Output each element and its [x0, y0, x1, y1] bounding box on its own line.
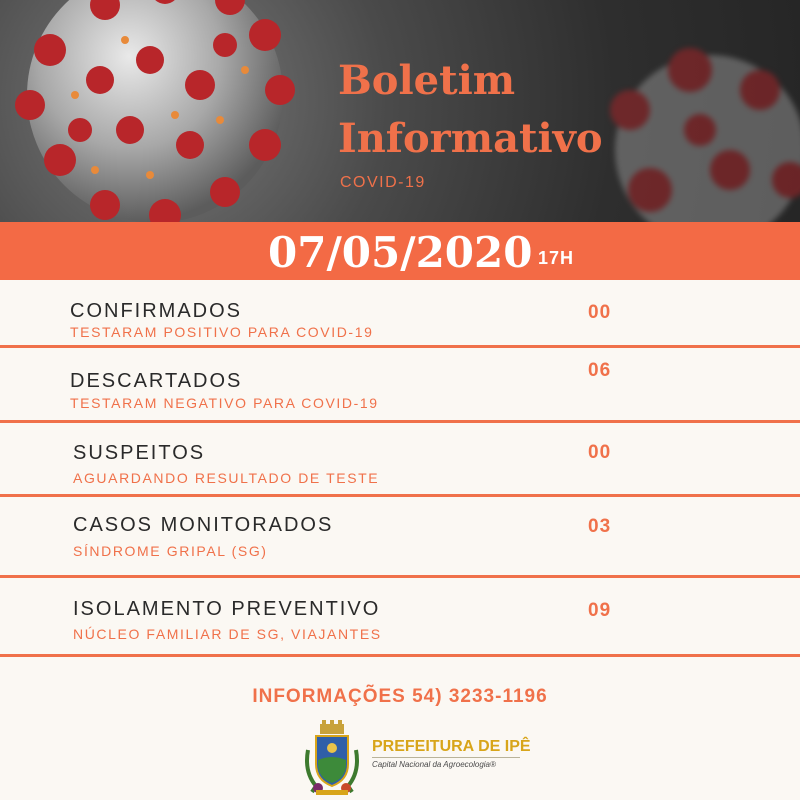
stat-value: 00 [588, 302, 612, 323]
bulletin-subtitle: COVID-19 [340, 174, 426, 191]
stat-description: NÚCLEO FAMILIAR DE SG, VIAJANTES [73, 626, 382, 642]
stat-label: SUSPEITOS [73, 442, 206, 464]
stat-description: SÍNDROME GRIPAL (SG) [73, 543, 268, 559]
row-divider [0, 420, 800, 423]
stat-description: AGUARDANDO RESULTADO DE TESTE [73, 470, 380, 486]
bulletin-title [338, 52, 603, 168]
stat-value: 00 [588, 442, 612, 463]
stat-label: CASOS MONITORADOS [73, 514, 334, 536]
stat-description: TESTARAM NEGATIVO PARA COVID-19 [70, 395, 379, 411]
organization-divider [372, 757, 520, 758]
row-divider [0, 345, 800, 348]
stat-description: TESTARAM POSITIVO PARA COVID-19 [70, 324, 374, 340]
row-divider [0, 494, 800, 497]
organization-tagline: Capital Nacional da Agroecologia® [372, 760, 496, 769]
row-divider [0, 654, 800, 657]
bulletin-hour: 17H [538, 248, 575, 268]
stat-label: CONFIRMADOS [70, 300, 242, 322]
contact-info: INFORMAÇÕES 54) 3233-1196 [252, 686, 548, 707]
title-line-1: Boletim [338, 57, 516, 104]
stat-value: 09 [588, 600, 612, 621]
header-banner [0, 0, 800, 222]
title-line-2: Informativo [338, 115, 603, 162]
bulletin-date: 07/05/2020 [268, 228, 533, 277]
organization-name: PREFEITURA DE IPÊ [372, 738, 531, 755]
stat-value: 06 [588, 360, 612, 381]
stat-label: ISOLAMENTO PREVENTIVO [73, 598, 381, 620]
row-divider [0, 575, 800, 578]
coronavirus-icon [0, 0, 320, 222]
stat-value: 03 [588, 516, 612, 537]
stat-label: DESCARTADOS [70, 370, 243, 392]
coat-of-arms-icon [302, 720, 362, 796]
